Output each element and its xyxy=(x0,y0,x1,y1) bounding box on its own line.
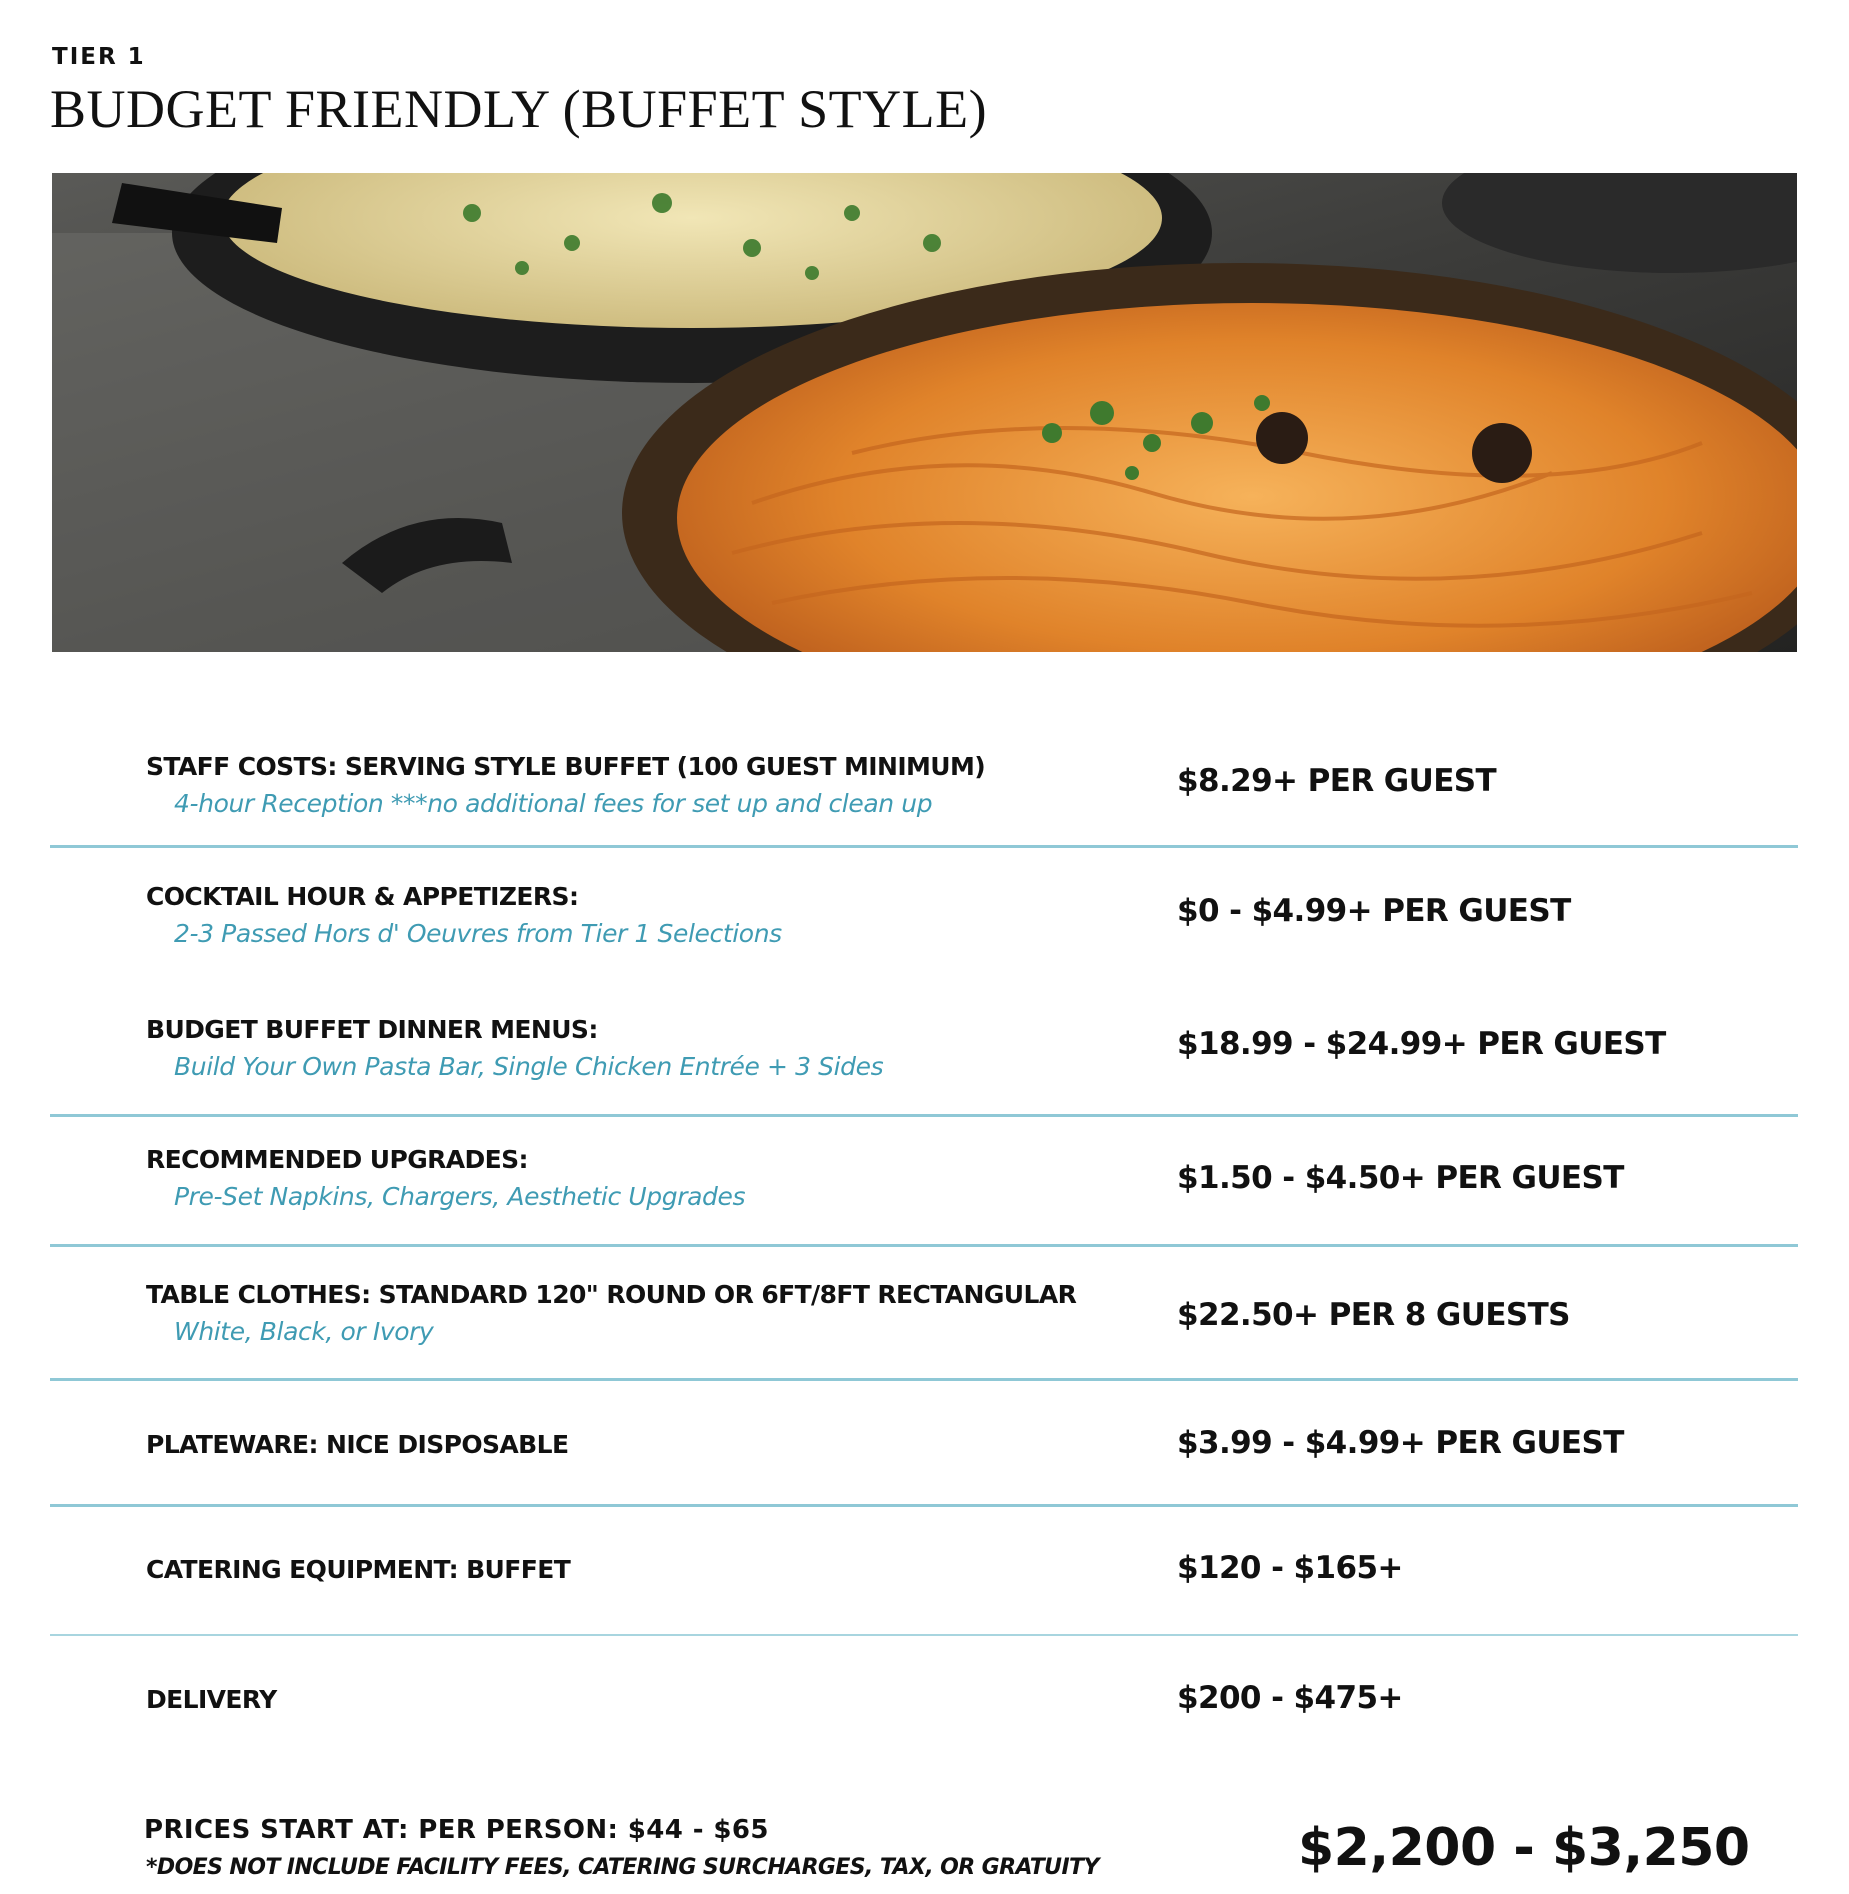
line-item-price: $8.29+ PER GUEST xyxy=(1177,763,1497,799)
divider xyxy=(50,1378,1798,1381)
line-item-label: BUDGET BUFFET DINNER MENUS: xyxy=(146,1015,598,1044)
total-price-range: $2,200 - $3,250 xyxy=(1298,1818,1750,1878)
line-item-label: TABLE CLOTHES: STANDARD 120" ROUND OR 6FT/8FT RECTANGULAR xyxy=(146,1280,1077,1309)
divider xyxy=(50,1244,1798,1247)
page-title: BUDGET FRIENDLY (BUFFET STYLE) xyxy=(50,79,988,139)
line-item-label: DELIVERY xyxy=(146,1685,277,1714)
line-item-delivery xyxy=(146,1685,1786,1714)
line-item-label: PLATEWARE: NICE DISPOSABLE xyxy=(146,1430,569,1459)
line-item-price: $22.50+ PER 8 GUESTS xyxy=(1177,1297,1570,1333)
line-item-price: $3.99 - $4.99+ PER GUEST xyxy=(1177,1425,1624,1461)
line-item-label: COCKTAIL HOUR & APPETIZERS: xyxy=(146,882,579,911)
line-item-detail: White, Black, or Ivory xyxy=(174,1317,434,1346)
hero-image xyxy=(52,173,1797,652)
line-item-price: $120 - $165+ xyxy=(1177,1550,1403,1586)
tier-label: TIER 1 xyxy=(52,44,146,70)
line-item-detail: 4-hour Reception ***no additional fees for set up and clean up xyxy=(174,789,933,818)
line-item-detail: Pre-Set Napkins, Chargers, Aesthetic Upgrades xyxy=(174,1182,746,1211)
line-item-price: $200 - $475+ xyxy=(1177,1680,1403,1716)
divider xyxy=(50,1114,1798,1117)
exclusions-note: *DOES NOT INCLUDE FACILITY FEES, CATERING SURCHARGES, TAX, OR GRATUITY xyxy=(146,1855,1099,1880)
line-item-price: $1.50 - $4.50+ PER GUEST xyxy=(1177,1160,1624,1196)
line-item-staff-costs xyxy=(146,752,1786,818)
line-item-label: CATERING EQUIPMENT: BUFFET xyxy=(146,1555,571,1584)
line-item-catering-equipment xyxy=(146,1555,1786,1584)
line-item-label: RECOMMENDED UPGRADES: xyxy=(146,1145,528,1174)
line-item-detail: 2-3 Passed Hors d' Oeuvres from Tier 1 Selections xyxy=(174,919,782,948)
divider xyxy=(50,845,1798,848)
price-per-person: PRICES START AT: PER PERSON: $44 - $65 xyxy=(144,1815,769,1845)
divider xyxy=(50,1504,1798,1507)
divider xyxy=(50,1634,1798,1636)
line-item-price: $18.99 - $24.99+ PER GUEST xyxy=(1177,1026,1666,1062)
line-item-price: $0 - $4.99+ PER GUEST xyxy=(1177,893,1571,929)
line-item-label: STAFF COSTS: SERVING STYLE BUFFET (100 GUEST MINIMUM) xyxy=(146,752,986,781)
line-item-detail: Build Your Own Pasta Bar, Single Chicken Entrée + 3 Sides xyxy=(174,1052,884,1081)
pasta-buffet-photo xyxy=(52,173,1797,652)
